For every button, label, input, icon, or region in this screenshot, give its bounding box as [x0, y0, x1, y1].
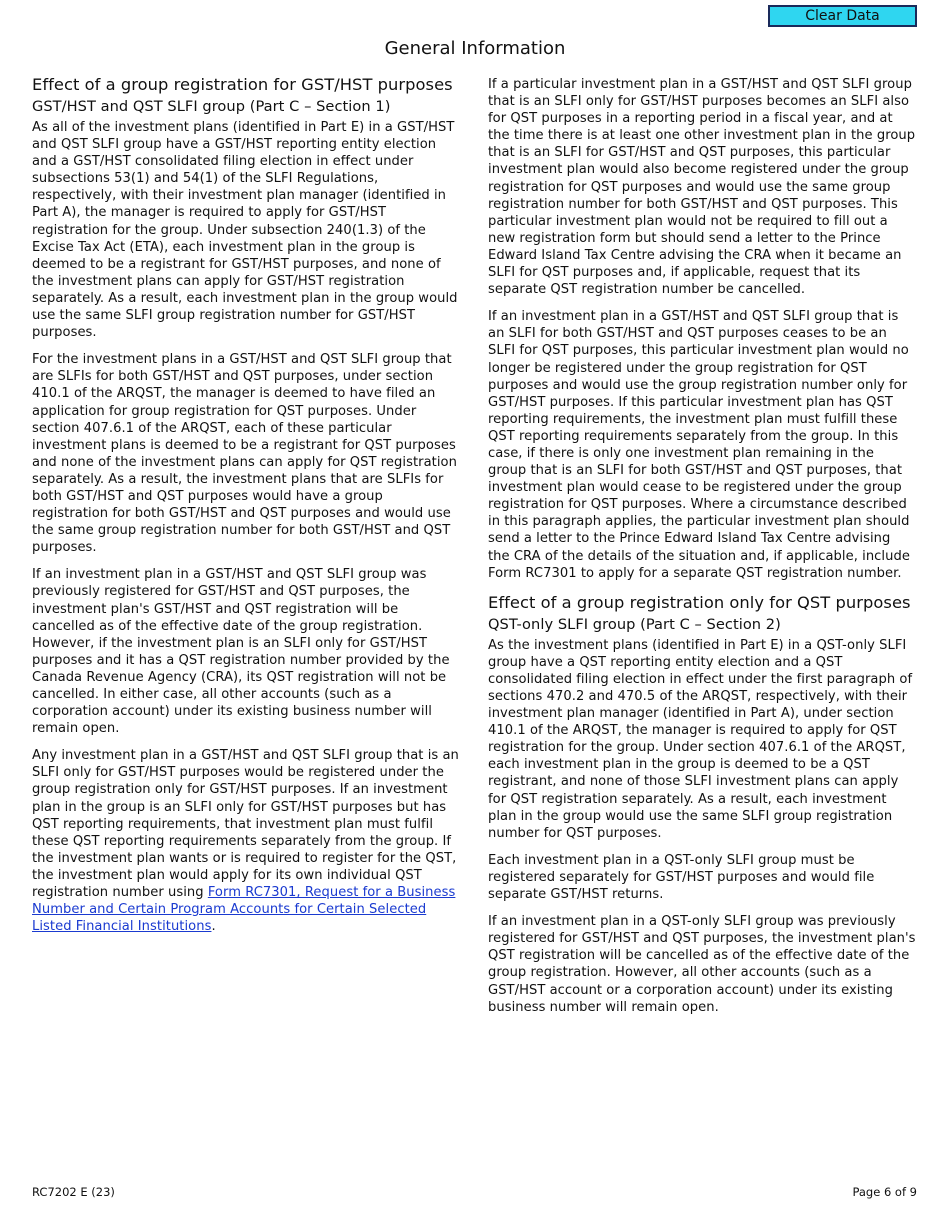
paragraph-with-link — [32, 747, 460, 935]
subheading-part-c-section-2: QST-only SLFI group (Part C – Section 2) — [488, 615, 781, 633]
right-column — [488, 76, 916, 1026]
page-number: Page 6 of 9 — [852, 1185, 917, 1199]
subheading-part-c-section-1: GST/HST and QST SLFI group (Part C – Section 1) — [32, 98, 391, 115]
form-rc7301-link[interactable]: Form RC7301, Request for a Business Number and Certain Program Accounts for Certain Selected Listed Financial Institutions — [32, 885, 456, 935]
section-heading-qst: Effect of a group registration only for QST purposes — [488, 592, 911, 612]
form-identifier: RC7202 E (23) — [32, 1185, 115, 1199]
paragraph-text: Any investment plan in a GST/HST and QST SLFI group that is an SLFI only for GST/HST purposes would be registered under the group registration only for GST/HST purposes. If an investment plan in the group is an SLFI only for GST/HST purposes but has QST reporting requirements, that investment plan must fulfil these QST reporting requirements separately from the group. If the investment plan wants or is required to register for the QST, the investment plan would apply for its own individual QST registration number using — [32, 748, 459, 901]
paragraph: As all of the investment plans (identified in Part E) in a GST/HST and QST SLFI group have a GST/HST reporting entity election and a GST/HST consolidated filing election in effect under subsections 53(1) and 54(1) of the SLFI Regulations, respectively, with their investment plan manager (identified in Part A), the manager is required to apply for GST/HST registration for the group. Under subsection 240(1.3) of the Excise Tax Act (ETA), each investment plan in the group is deemed to be a registrant for GST/HST purposes, and none of the investment plans can apply for GST/HST registration separately. As a result, each investment plan in the group would use the same SLFI group registration number for GST/HST purposes. — [32, 120, 458, 341]
paragraph: If an investment plan in a GST/HST and QST SLFI group that is an SLFI for both GST/HST and QST purposes ceases to be an SLFI for QST purposes, this particular investment plan would no longer be registered under the group registration for QST purposes and would use the group registration number only for GST/HST purposes. If this particular investment plan has QST reporting requirements, the investment plan must fulfill these QST reporting requirements separately from the group. In this case, if there is only one investment plan remaining in the group that is an SLFI for both GST/HST and QST purposes, that investment plan would cease to be registered under the group registration for QST purposes. Where a circumstance described in this paragraph applies, the particular investment plan should send a letter to the Prince Edward Island Tax Centre advising the CRA of the details of the situation and, if applicable, include Form RC7301 to apply for a separate QST registration number. — [488, 309, 910, 581]
paragraph: For the investment plans in a GST/HST and QST SLFI group that are SLFIs for both GST/HST and QST purposes, under section 410.1 of the ARQST, the manager is deemed to have filed an application for group registration for QST purposes. Under section 407.6.1 of the ARQST, each of these particular investment plans is deemed to be a registrant for QST purposes and none of the investment plans can apply for QST registration separately. As a result, the investment plans that are SLFIs for both GST/HST and QST purposes would have a group registration for both GST/HST and QST purposes and would use the same group registration number for both GST/HST and QST purposes. — [32, 352, 457, 556]
left-column — [32, 74, 460, 945]
paragraph: If a particular investment plan in a GST/HST and QST SLFI group that is an SLFI only for GST/HST purposes becomes an SLFI also for QST purposes in a reporting period in a fiscal year, and at the time there is at least one other investment plan in the group that is an SLFI for GST/HST and QST purposes, this particular investment plan would also become registered under the group registration for QST purposes and would use the same group registration number for both GST/HST and QST purposes. This particular investment plan would not be required to fill out a new registration form but should send a letter to the Prince Edward Island Tax Centre advising the CRA when it became an SLFI for QST purposes and, if applicable, request that its separate QST registration number be cancelled. — [488, 77, 916, 298]
paragraph: If an investment plan in a QST-only SLFI group was previously registered for GST/HST and QST purposes, the investment plan's QST registration will be cancelled as of the effective date of the group registration. However, all other accounts (such as a GST/HST account or a corporation account) under its existing business number will remain open. — [488, 914, 916, 1015]
paragraph-end: . — [211, 919, 216, 935]
clear-data-button[interactable]: Clear Data — [768, 5, 917, 27]
section-heading-gst-hst: Effect of a group registration for GST/HST purposes — [32, 75, 453, 94]
paragraph: If an investment plan in a GST/HST and QST SLFI group was previously registered for GST/HST and QST purposes, the investment plan's GST/HST and QST registration will be cancelled as of the effective date of the group registration. However, if the investment plan is an SLFI only for GST/HST purposes and it has a QST registration number provided by the Canada Revenue Agency (CRA), its QST registration will not be cancelled. In either case, all other accounts (such as a corporation account) under its existing business number will remain open. — [32, 567, 450, 737]
paragraph: As the investment plans (identified in Part E) in a QST-only SLFI group have a QST reporting entity election and a QST consolidated filing election in effect under the first paragraph of sections 470.2 and 470.5 of the ARQST, respectively, with their investment plan manager (identified in Part A), under section 410.1 of the ARQST, the manager is required to apply for QST registration for the group. Under section 407.6.1 of the ARQST, each investment plan in the group is deemed to be a QST registrant, and none of those SLFI investment plans can apply for QST registration separately. As a result, each investment plan in the group would use the same SLFI group registration number for QST purposes. — [488, 637, 913, 841]
page-title: General Information — [384, 38, 566, 59]
paragraph: Each investment plan in a QST-only SLFI group must be registered separately for GST/HST purposes and would file separate GST/HST returns. — [488, 852, 875, 903]
